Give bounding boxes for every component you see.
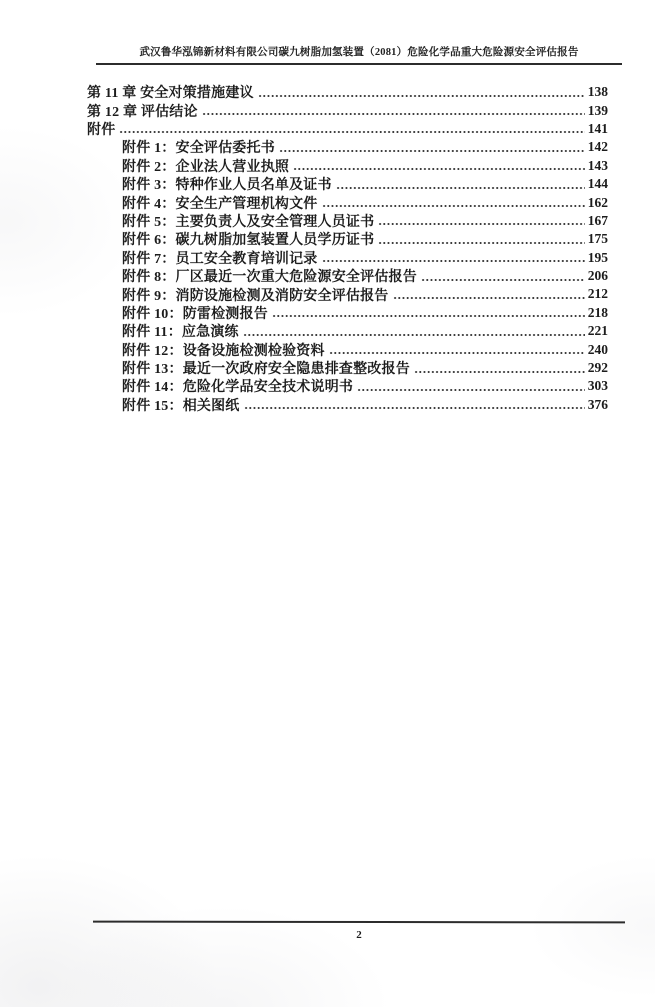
toc-entry-page: 167 — [587, 212, 608, 228]
footer-page-number: 2 — [356, 929, 362, 941]
toc-entry — [87, 340, 608, 358]
toc-entry-label: 附件 3：特种作业人员名单及证书 — [122, 178, 332, 194]
toc-entry — [87, 267, 608, 285]
toc-dot-leader — [279, 141, 585, 154]
toc-dot-leader — [272, 306, 585, 319]
toc-entry-page: 141 — [587, 120, 608, 136]
toc-entry-label: 附件 10：防雷检测报告 — [122, 306, 268, 322]
toc-entry — [87, 83, 608, 101]
toc-list — [87, 83, 608, 414]
toc-entry-page: 221 — [587, 323, 608, 339]
toc-dot-leader — [421, 270, 585, 283]
toc-dot-leader — [378, 233, 584, 246]
toc-dot-leader — [393, 288, 585, 301]
toc-entry-page: 376 — [587, 396, 608, 412]
toc-entry-label: 附件 5：主要负责人及安全管理人员证书 — [122, 214, 375, 230]
toc-entry-label: 附件 — [87, 122, 116, 138]
toc-entry — [87, 120, 608, 138]
toc-entry — [87, 304, 608, 322]
toc-entry-label: 附件 6：碳九树脂加氢装置人员学历证书 — [122, 233, 375, 249]
toc-entry-page: 144 — [587, 176, 608, 192]
toc-dot-leader — [119, 122, 584, 135]
toc-dot-leader — [243, 325, 585, 338]
toc-entry-label: 附件 2：企业法人营业执照 — [122, 159, 290, 175]
toc-entry — [87, 175, 608, 193]
toc-entry — [87, 285, 608, 303]
toc-entry — [87, 230, 608, 248]
toc-entry — [87, 322, 608, 340]
toc-dot-leader — [322, 251, 585, 264]
toc-entry-label: 附件 14：危险化学品安全技术说明书 — [122, 380, 354, 396]
toc-dot-leader — [336, 178, 585, 191]
toc-entry — [87, 101, 608, 119]
toc-entry-page: 175 — [587, 231, 608, 247]
toc-entry-label: 附件 8：厂区最近一次重大危险源安全评估报告 — [122, 270, 417, 286]
toc-entry-page: 138 — [587, 84, 608, 100]
toc-dot-leader — [322, 196, 585, 209]
toc-entry — [87, 157, 608, 175]
running-header-title: 武汉鲁华泓锦新材料有限公司碳九树脂加氢装置（2081）危险化学品重大危险源安全评估报告 — [139, 47, 579, 58]
toc-dot-leader — [202, 104, 585, 117]
toc-dot-leader — [258, 86, 585, 99]
toc-entry-page: 303 — [587, 378, 608, 394]
toc-entry-label: 附件 1：安全评估委托书 — [122, 141, 275, 157]
toc-entry — [87, 138, 608, 156]
toc-dot-leader — [293, 159, 585, 172]
toc-dot-leader — [244, 398, 585, 411]
toc-entry-page: 206 — [587, 268, 608, 284]
footer-rule — [93, 921, 625, 924]
toc-entry-label: 附件 15：相关图纸 — [122, 398, 240, 414]
toc-dot-leader — [414, 362, 585, 375]
toc-entry-page: 162 — [587, 194, 608, 210]
toc-entry-label: 附件 4：安全生产管理机构文件 — [122, 196, 318, 212]
page-footer — [93, 925, 625, 943]
toc-entry — [87, 377, 608, 395]
toc-entry-label: 第 11 章 安全对策措施建议 — [87, 86, 254, 102]
toc-entry — [87, 396, 608, 414]
toc-entry-page: 212 — [587, 286, 608, 302]
toc-entry-label: 附件 13：最近一次政府安全隐患排查整改报告 — [122, 362, 410, 378]
toc-entry-page: 143 — [587, 157, 608, 173]
toc-entry-page: 240 — [587, 341, 608, 357]
toc-entry-page: 218 — [587, 304, 608, 320]
toc-entry — [87, 359, 608, 377]
toc-entry-label: 附件 9：消防设施检测及消防安全评估报告 — [122, 288, 389, 304]
toc-dot-leader — [329, 343, 585, 356]
toc-entry-page: 195 — [587, 249, 608, 265]
toc-entry-page: 142 — [587, 139, 608, 155]
toc-entry-page: 292 — [587, 360, 608, 376]
toc-dot-leader — [378, 214, 584, 227]
toc-entry-label: 附件 11：应急演练 — [122, 325, 239, 341]
page-header — [96, 44, 622, 65]
toc-entry — [87, 193, 608, 211]
toc-entry-label: 第 12 章 评估结论 — [87, 104, 198, 120]
toc-entry — [87, 212, 608, 230]
toc-dot-leader — [357, 380, 585, 393]
toc-entry-label: 附件 12：设备设施检测检验资料 — [122, 343, 325, 359]
toc-entry-label: 附件 7：员工安全教育培训记录 — [122, 251, 318, 267]
toc-entry — [87, 249, 608, 267]
toc-entry-page: 139 — [587, 102, 608, 118]
